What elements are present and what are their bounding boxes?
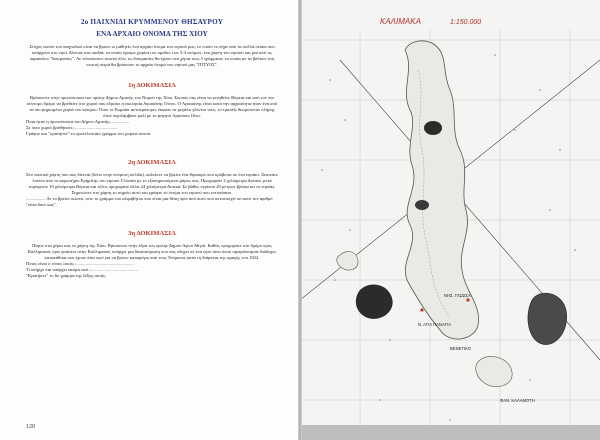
- page-title: ΕΝΑ ΑΡΧΑΙΟ ΟΝΟΜΑ ΤΗΣ ΧΙΟΥ: [96, 30, 208, 38]
- section-1-question-3: Γράψτε και "κρατήστε" το προτελευταίο γράμμα του χωριού αυτού.: [26, 131, 152, 136]
- islet-dark-east: [528, 293, 567, 344]
- right-page-nautical-chart: [300, 0, 600, 440]
- islet-dark-middle: [415, 200, 429, 210]
- section-1-body: Βρίσκεστε στην πρωτεύουσα του πρώην Δήμου Αμανής του Νομού της Χίου. Σκοπός σας είναι να κινηθείτε Βόρεια και από τον πιο σύντομο δρόμο να βρεθείτε στο χωριό που εδρεύει η εκκλησία Αγιασάνης Οίνου. Ο Αγιασάνης είναι κατά την αρχαιότητα ήταν ένα από τα πιο φημισμένα χωριά του κόσμου. Όταν οι Ρωμαίοι αυτοκράτορες έκαναν τα μεγάλα γλέντια τους, το τραπέζι θεωρούνταν πλήρης όταν περιλάμβανε μαζί με το φαγητό Αριούσιο Οίνο.: [26, 95, 278, 118]
- section-1-question-2: Σε ποιο χωριό βρεθήκατε;......................................: [26, 125, 118, 130]
- book-spine: [298, 0, 302, 440]
- islet-small-south: [476, 356, 512, 386]
- section-1-heading: 1η ΔΟΚΙΜΑΣΙΑ: [128, 82, 176, 89]
- chart-bottom-edge: [300, 425, 600, 440]
- section-3-question-1: Ποιος είναι ο τόπος αυτός ;..................................................: [26, 261, 134, 266]
- section-3-body: Πάρτε στα χέρια σας το χάρτη της Χίου. Βρίσκεστε στην έδρα του πρώην Δήμου Αγίου Μηνά. Καθώς προχωράτε στο δρόμο προς Καλλιμασιά, πριν φτάσετε στην Καλλιμασιά, υπάρχει μια διασταύρωση που σας οδηγεί σε ένα ιερό τόπο όπου σφαγιάστηκαν διάδοχες κατακάθικα που έχουν πάει εκεί για να βρουν καταφύγιο από τους Τούρκους κατά τη διάρκεια της σφαγής του 1822.: [27, 243, 277, 260]
- lighthouse-marker-2: [420, 308, 423, 311]
- section-2-body: Στο ναυτικό χάρτη που σας δίνεται (δείτε στην επόμενη σελίδα), καλείστε να βρείτε ένα θησαυρό που κρύβεται σε ένα νησάκι. Ξεκινάτε λοιπόν από το ακρωτήριο Ερημίτης του νησιού Γλώσσα με το εξυπηρετούμενο φάρος σας. Προχωράτε 2 χιλιόμετρα Δυτικά, μετά στρέφεστε 10 χιλιόμετρα Βόρεια και τέλος προχωράτε άλλα 24 χιλιόμετρα Δυτικά. Σε βάθος περίπου 20 μέτρων βρίσκεται το νησάκι. Σημειώστε στο χάρτη το σημείο αυτό και γράψτε το όνομα του νησιού που εντοπίσατε.: [26, 172, 278, 195]
- section-1-question-1: Ποια ήταν η πρωτεύουσα του Δήμου Αμανής;................: [26, 119, 129, 124]
- islet-dark-west: [356, 284, 393, 318]
- place-label-glossa: ΝΗΣ. ΓΛΩΣΣΑ: [444, 293, 471, 298]
- section-3-heading: 3η ΔΟΚΙΜΑΣΙΑ: [128, 230, 176, 237]
- place-label-venetiko: ΒΕΝΕΤΙΚΟ: [450, 346, 472, 351]
- intro-paragraph: Στόχος αυτού του παιχνιδιού είναι να βρουν οι μαθητές ένα αρχαίο όνομα του νησιού μας, το οποίο το πήρε από τα πολλά πεύκα που υπάρχουν στο νησί. Δίνεται στα παιδιά, τα οποία έχουμε χωρίσει σε ομάδες των 3-4 ατόμων, ένα χάρτη του νησιού και μία από τις παρακάτω "δοκιμασίες". Αν τελειώσουν σωστά όλες τις δοκιμασίες θα έχουν στα χέρια τους 5 γράμματα, τα οποία αν τα βάλουν στη σωστή σειρά θα βρίσκουν το αρχαίο όνομα του νησιού μας "ΠΙΤΥΟΣ".: [29, 44, 275, 67]
- chart-scale-stamp: 1:150.000: [450, 19, 482, 26]
- section-3-question-3: "Κρατήστε" το 6ο γράμμα της λέξης αυτής.: [26, 273, 107, 278]
- islet-dark-north: [424, 121, 442, 135]
- place-label-agia-panagia: Ν. ΑΓΙΑ ΠΑΝΑΓΙΑ: [418, 322, 452, 327]
- nautical-chart: [300, 0, 600, 440]
- place-label-kalamoti: ΦΑΝ. ΚΑΛΑΜΟΤΗ: [500, 398, 535, 403]
- lighthouse-marker-1: [466, 298, 469, 301]
- chapter-heading: 2ο ΠΑΙΧΝΙΔΙ ΚΡΥΜΜΕΝΟΥ ΘΗΣΑΥΡΟΥ: [80, 18, 224, 26]
- section-2-heading: 2η ΔΟΚΙΜΑΣΙΑ: [128, 159, 176, 166]
- page-number: 120: [26, 424, 35, 430]
- section-2-question-1: ................. Αν το βρείτε σωστά, τότε το γράμμα του αλφαβήτου που είναι μια θέση πριν από αυτό που αντιστοιχεί σε αυτό τον αριθμό "είναι δικό σας".: [26, 196, 273, 207]
- chart-title-stamp: ΚΑΛΙΜΑΚΑ: [380, 17, 421, 26]
- islet-small-west: [337, 251, 358, 270]
- section-3-question-2: Τι υπήρχε και υπάρχει ακόμα εκεί ;.........................................: [26, 267, 138, 272]
